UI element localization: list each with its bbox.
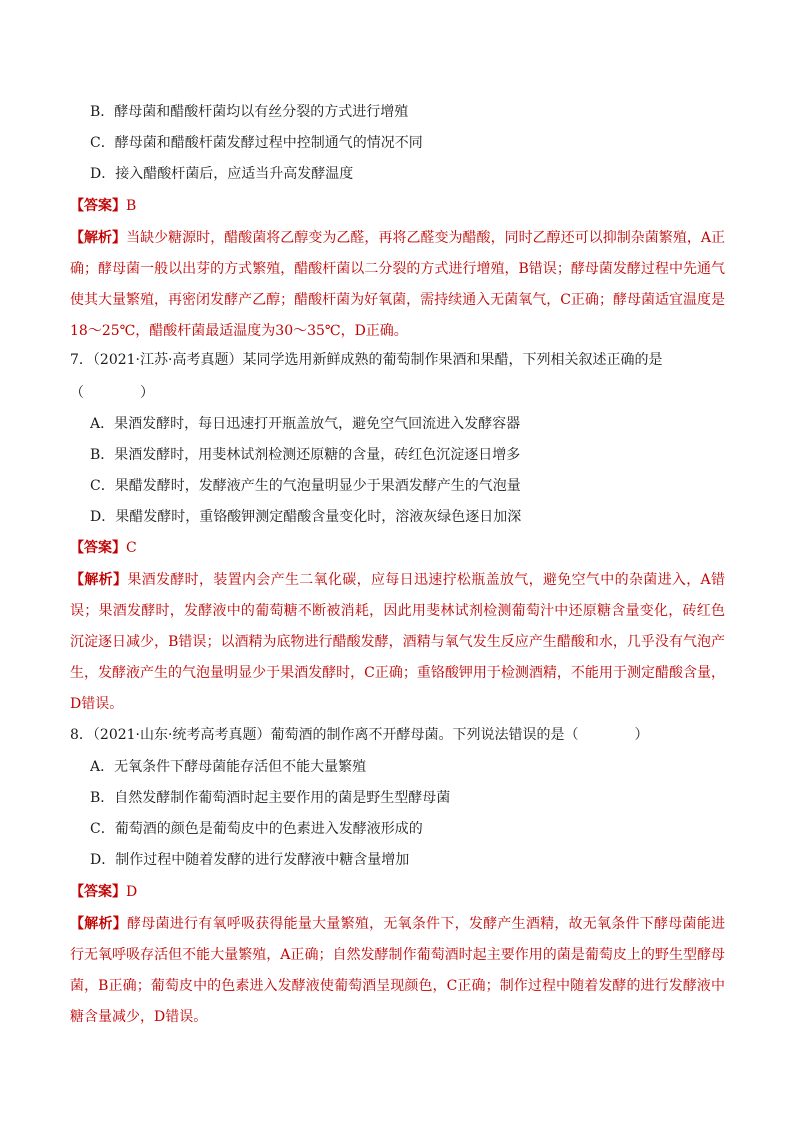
explain-text: 当缺少糖源时，醋酸菌将乙醇变为乙醛，再将乙醛变为醋酸，同时乙醇还可以抑制杂菌繁殖，A正确；酵母菌一般以出芽的方式繁殖，醋酸杆菌以二分裂的方式进行增殖，B错误；酵母菌发酵过程中先通气使其大量繁殖，再密闭发酵产乙醇；醋酸杆菌为好氧菌，需持续通入无菌氧气，C正确；酵母菌适宜温度是18～25℃，醋酸杆菌最适温度为30～35℃，D正确。 bbox=[70, 230, 725, 339]
question-number: 8． bbox=[70, 727, 93, 743]
q8-option-d: D．制作过程中随着发酵的进行发酵液中糖含量增加 bbox=[90, 852, 410, 868]
question-stem: 某同学选用新鲜成熟的葡萄制作果酒和果醋，下列相关叙述正确的是 bbox=[242, 352, 663, 368]
q7-explanation bbox=[70, 565, 725, 720]
q7-answer bbox=[70, 533, 730, 564]
answer-tag: 【答案】 bbox=[70, 198, 126, 214]
answer-value: D bbox=[126, 884, 138, 900]
q8-answer bbox=[70, 877, 730, 908]
explain-text: 果酒发酵时，装置内会产生二氧化碳，应每日迅速拧松瓶盖放气，避免空气中的杂菌进入，A错误；果酒发酵时，发酵液中的葡萄糖不断被消耗，因此用斐林试剂检测葡萄汁中还原糖含量变化，砖红色沉淀逐日减少，B错误；以酒精为底物进行醋酸发酵，酒精与氧气发生反应产生醋酸和水，几乎没有气泡产生，发酵液产生的气泡量明显少于果酒发酵时，C正确；重铬酸钾用于检测酒精，不能用于测定醋酸含量，D错误。 bbox=[70, 572, 726, 712]
q7-option-c: C．果醋发酵时，发酵液产生的气泡量明显少于果酒发酵产生的气泡量 bbox=[90, 478, 521, 494]
q6-option-d: D．接入醋酸杆菌后，应适当升高发酵温度 bbox=[90, 166, 354, 182]
question-number: 7． bbox=[70, 352, 93, 368]
answer-value: C bbox=[126, 540, 137, 556]
explain-tag: 【解析】 bbox=[70, 230, 127, 246]
q8-title bbox=[70, 720, 730, 751]
explain-tag: 【解析】 bbox=[70, 572, 128, 588]
q8-option-b: B．自然发酵制作葡萄酒时起主要作用的菌是野生型酵母菌 bbox=[90, 790, 451, 806]
question-stem: 葡萄酒的制作离不开酵母菌。下列说法错误的是（ ） bbox=[270, 727, 649, 743]
q7-option-a: A．果酒发酵时，每日迅速打开瓶盖放气，避免空气回流进入发酵容器 bbox=[90, 416, 521, 432]
q6-option-b: B．酵母菌和醋酸杆菌均以有丝分裂的方式进行增殖 bbox=[90, 104, 409, 120]
q6-explanation bbox=[70, 223, 725, 347]
q7-title bbox=[70, 345, 730, 376]
answer-value: B bbox=[126, 198, 137, 214]
question-source: （2021·山东·统考高考真题） bbox=[92, 727, 271, 743]
answer-tag: 【答案】 bbox=[70, 884, 126, 900]
q7-blank: （ ） bbox=[70, 385, 154, 401]
q8-option-a: A．无氧条件下酵母菌能存活但不能大量繁殖 bbox=[90, 759, 367, 775]
q7-option-d: D．果醋发酵时，重铬酸钾测定醋酸含量变化时，溶液灰绿色逐日加深 bbox=[90, 509, 522, 525]
question-source: （2021·江苏·高考真题） bbox=[92, 352, 243, 368]
explain-tag: 【解析】 bbox=[70, 916, 127, 932]
q7-option-b: B．果酒发酵时，用斐林试剂检测还原糖的含量，砖红色沉淀逐日增多 bbox=[90, 447, 521, 463]
answer-tag: 【答案】 bbox=[70, 540, 126, 556]
q8-option-c: C．葡萄酒的颜色是葡萄皮中的色素进入发酵液形成的 bbox=[90, 821, 423, 837]
q6-answer bbox=[70, 191, 730, 222]
explain-text: 酵母菌进行有氧呼吸获得能量大量繁殖，无氧条件下，发酵产生酒精，故无氧条件下酵母菌能进行无氧呼吸存活但不能大量繁殖，A正确；自然发酵制作葡萄酒时起主要作用的菌是葡萄皮上的野生型酵母菌，B正确；葡萄皮中的色素进入发酵液使葡萄酒呈现颜色，C正确；制作过程中随着发酵的进行发酵液中糖含量减少，D错误。 bbox=[70, 916, 726, 1025]
q6-option-c: C．酵母菌和醋酸杆菌发酵过程中控制通气的情况不同 bbox=[90, 135, 423, 151]
q8-explanation bbox=[70, 909, 725, 1033]
